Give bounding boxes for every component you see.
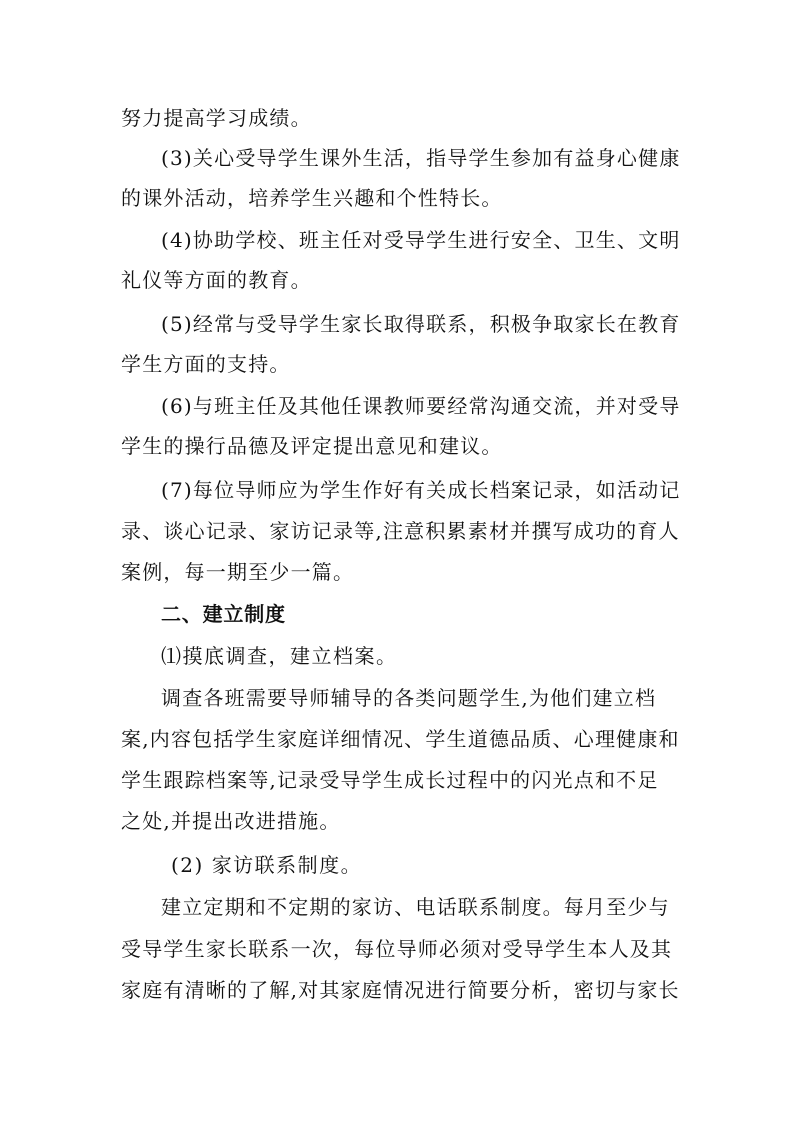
text-line: 的课外活动，培养学生兴趣和个性特长。 — [121, 186, 503, 210]
text-line: (6)与班主任及其他任课教师要经常沟通交流，并对受导 — [161, 394, 681, 418]
text-line: (4)协助学校、班主任对受导学生进行安全、卫生、文明 — [161, 228, 681, 252]
subsection-heading: (2) 家访联系制度。 — [171, 853, 363, 877]
text-line: 之处,并提出改进措施。 — [121, 809, 341, 833]
text-line: 学生跟踪档案等,记录受导学生成长过程中的闪光点和不足 — [121, 768, 659, 792]
text-line: 学生方面的支持。 — [121, 352, 291, 376]
text-line: 家庭有清晰的了解,对其家庭情况进行简要分析，密切与家长 — [121, 978, 680, 1002]
text-line: 案例，每一期至少一篇。 — [121, 560, 355, 584]
text-line: (5)经常与受导学生家长取得联系，积极争取家长在教育 — [161, 312, 681, 336]
subsection-heading: ⑴摸底调查，建立档案。 — [161, 644, 398, 668]
text-line: 学生的操行品德及评定提出意见和建议。 — [121, 434, 503, 458]
text-line: (3)关心受导学生课外生活，指导学生参加有益身心健康 — [161, 146, 681, 170]
text-line: 受导学生家长联系一次，每位导师必须对受导学生本人及其 — [121, 937, 673, 961]
text-line: 建立定期和不定期的家访、电话联系制度。每月至少与 — [161, 895, 670, 919]
text-line: 案,内容包括学生家庭详细情况、学生道德品质、心理健康和 — [121, 727, 680, 751]
text-line: 努力提高学习成绩。 — [121, 106, 312, 130]
text-line: 调查各班需要导师辅导的各类问题学生,为他们建立档 — [161, 686, 657, 710]
text-line: 录、谈心记录、家访记录等,注意积累素材并撰写成功的育人 — [121, 519, 680, 543]
text-line: 礼仪等方面的教育。 — [121, 268, 312, 292]
section-heading: 二、建立制度 — [161, 602, 286, 626]
text-line: (7)每位导师应为学生作好有关成长档案记录，如活动记 — [161, 478, 681, 502]
